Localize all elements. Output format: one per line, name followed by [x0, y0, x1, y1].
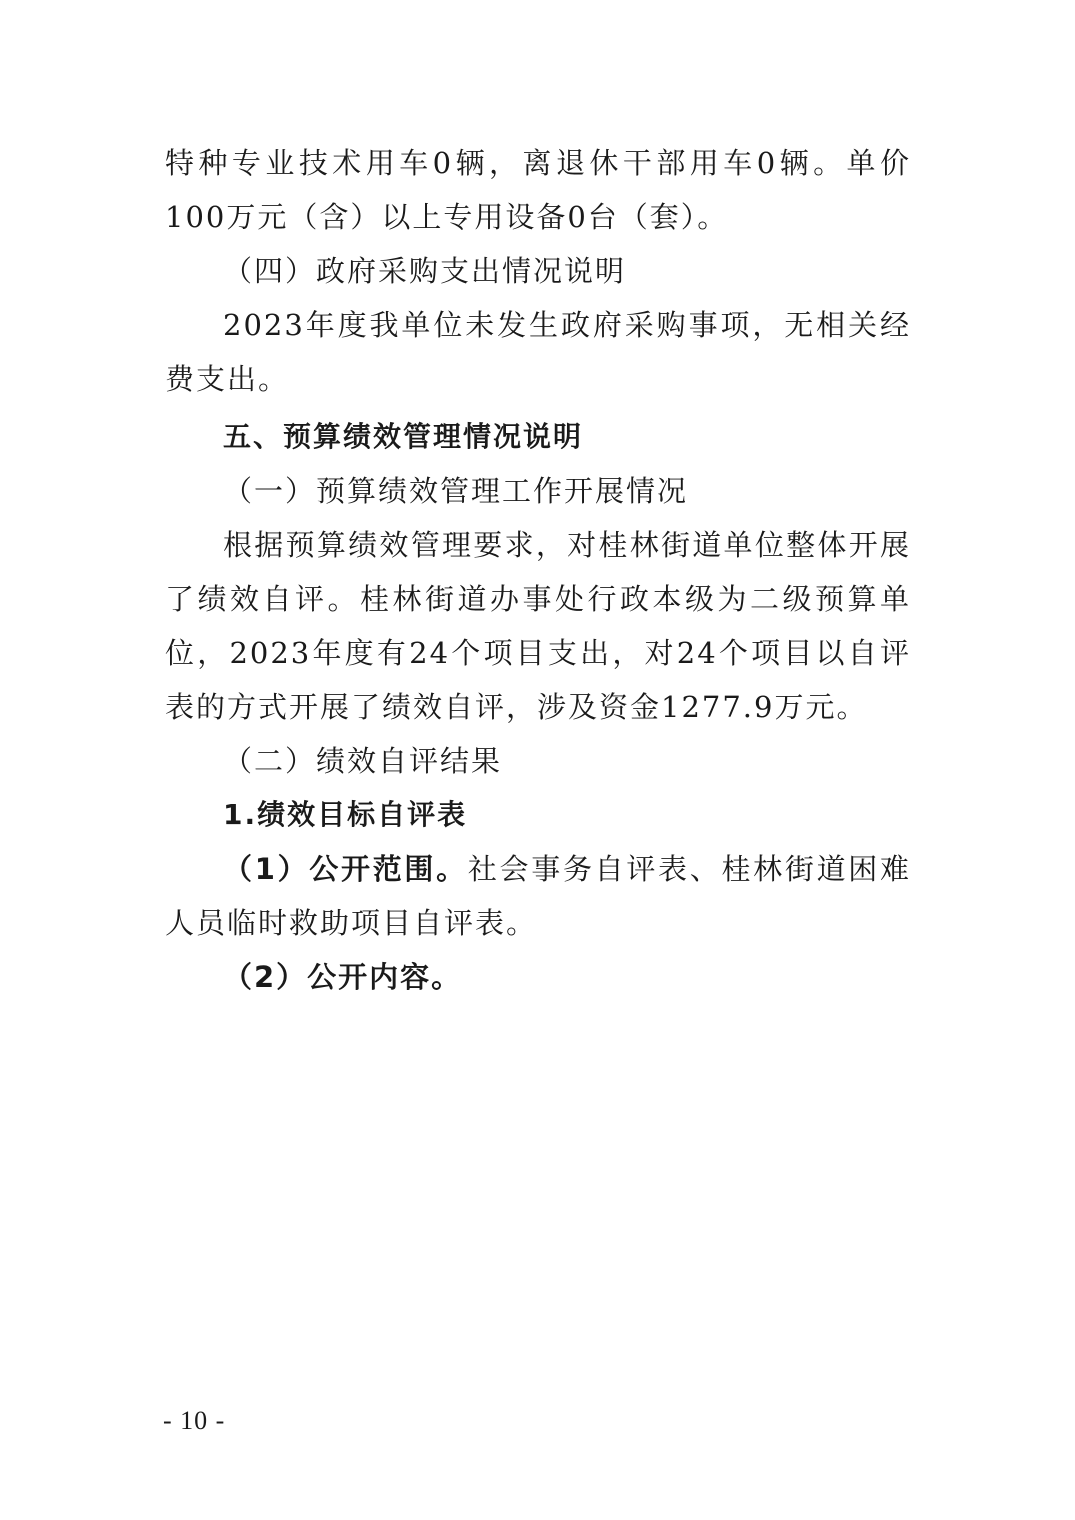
subheading-government-procurement: （四）政府采购支出情况说明	[223, 254, 627, 288]
paragraph-disclosure-content	[165, 950, 911, 1004]
subheading-performance-work: （一）预算绩效管理工作开展情况	[223, 474, 689, 508]
disclosure-scope-text: 社会事务自评表、桂林街道困难人员临时救助项目自评表。	[165, 852, 911, 940]
heading-goal-self-evaluation-table: 1.绩效目标自评表	[223, 798, 468, 831]
subheading-self-evaluation-results: （二）绩效自评结果	[223, 744, 503, 778]
section-heading-budget-performance: 五、预算绩效管理情况说明	[223, 420, 584, 453]
disclosure-content-label: （2）公开内容。	[223, 960, 463, 994]
paragraph-performance-work-details: 根据预算绩效管理要求，对桂林街道单位整体开展了绩效自评。桂林街道办事处行政本级为二级预算单位，2023年度有24个项目支出，对24个项目以自评表的方式开展了绩效自评，涉及资金1277.9万元。	[165, 528, 911, 724]
page-body	[165, 136, 911, 1004]
page-number: - 10 -	[163, 1406, 226, 1435]
disclosure-scope-label: （1）公开范围。	[223, 852, 468, 886]
paragraph-procurement-explanation: 2023年度我单位未发生政府采购事项，无相关经费支出。	[165, 308, 911, 396]
paragraph-disclosure-scope	[165, 842, 911, 950]
paragraph-vehicles-equipment: 特种专业技术用车0辆，离退休干部用车0辆。单价100万元（含）以上专用设备0台（套）。	[165, 146, 911, 234]
